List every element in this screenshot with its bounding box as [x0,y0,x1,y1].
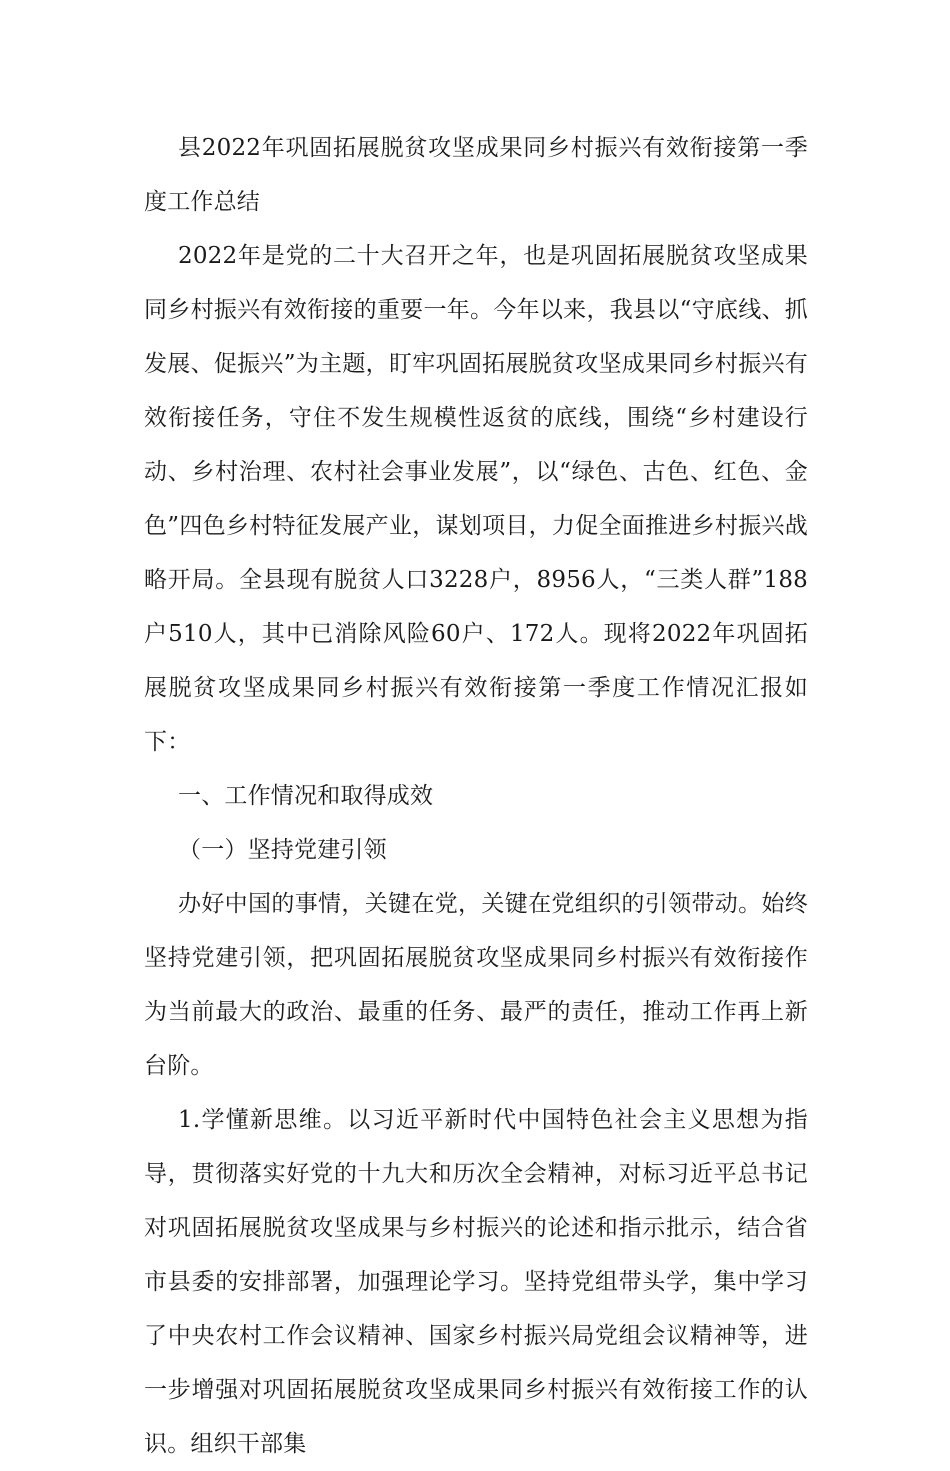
document-page [144,121,808,1471]
paragraph-new-thinking: 1.学懂新思维。以习近平新时代中国特色社会主义思想为指导，贯彻落实好党的十九大和历次全会精神，对标习近平总书记对巩固拓展脱贫攻坚成果与乡村振兴的论述和指示批示，结合省市县委的安排部署，加强理论学习。坚持党组带头学，集中学习了中央农村工作会议精神、国家乡村振兴局党组会议精神等，进一步增强对巩固拓展脱贫攻坚成果同乡村振兴有效衔接工作的认识。组织干部集 [144,1107,808,1457]
paragraph-intro: 2022年是党的二十大召开之年，也是巩固拓展脱贫攻坚成果同乡村振兴有效衔接的重要一年。今年以来，我县以“守底线、抓发展、促振兴”为主题，盯牢巩固拓展脱贫攻坚成果同乡村振兴有效衔接任务，守住不发生规模性返贫的底线，围绕“乡村建设行动、乡村治理、农村社会事业发展”，以“绿色、古色、红色、金色”四色乡村特征发展产业，谋划项目，力促全面推进乡村振兴战略开局。全县现有脱贫人口3228户，8956人，“三类人群”188户510人，其中已消除风险60户、172人。现将2022年巩固拓展脱贫攻坚成果同乡村振兴有效衔接第一季度工作情况汇报如下： [144,243,808,755]
document-title: 县2022年巩固拓展脱贫攻坚成果同乡村振兴有效衔接第一季度工作总结 [144,135,808,215]
section-heading-1: 一、工作情况和取得成效 [178,783,434,809]
subsection-heading-1: （一）坚持党建引领 [178,837,387,863]
paragraph-party-leadership: 办好中国的事情，关键在党，关键在党组织的引领带动。始终坚持党建引领，把巩固拓展脱贫攻坚成果同乡村振兴有效衔接作为当前最大的政治、最重的任务、最严的责任，推动工作再上新台阶。 [144,891,808,1079]
